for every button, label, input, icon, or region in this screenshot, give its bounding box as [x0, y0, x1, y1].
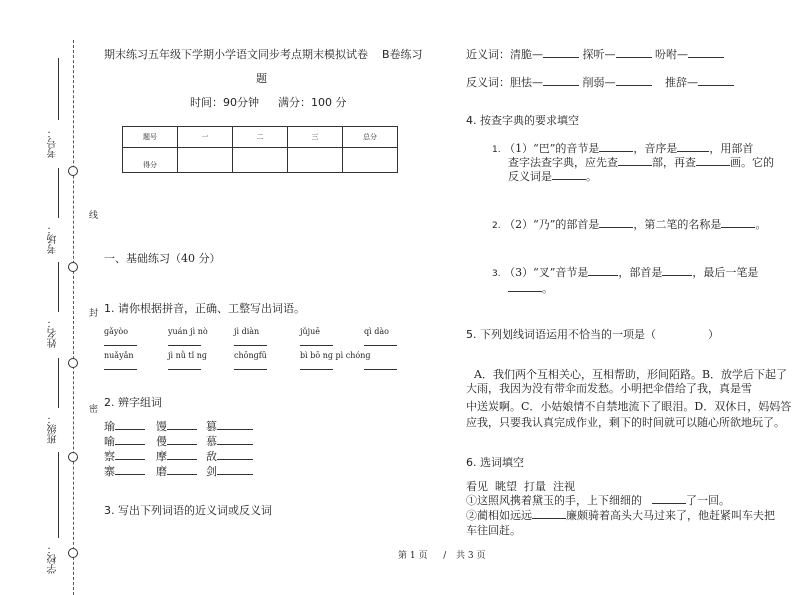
label-xingming: 姓名：	[48, 318, 59, 348]
score-table	[122, 126, 398, 173]
q5-options-line3: 中送炭啊。C．小姑娘情不自禁地流下了眼泪。D．双休日，妈妈答	[466, 400, 792, 413]
q2-number: 2.	[104, 396, 115, 409]
answer-blank[interactable]	[234, 369, 267, 370]
q4-item3-line2: 。	[508, 280, 553, 296]
score-table-header: 三	[288, 127, 343, 148]
answer-blank[interactable]	[652, 503, 686, 504]
score-value: 100	[311, 96, 332, 109]
q3-number: 3.	[104, 504, 115, 517]
answer-blank[interactable]	[599, 151, 633, 152]
binding-char-mi: 密	[87, 404, 97, 413]
label-banji: 班级：	[48, 414, 59, 444]
answer-blank[interactable]	[508, 291, 542, 292]
q4-text: 按查字典的要求填空	[480, 114, 579, 127]
q5-options-line4: 应我，只要我认真完成作业，剩下的时间就可以随心所欲地玩了。	[466, 416, 785, 429]
char-item: 察	[104, 448, 145, 464]
answer-blank[interactable]	[104, 369, 137, 370]
q2-text: 辨字组词	[118, 396, 162, 409]
page-number: 第 1 页	[398, 551, 428, 561]
answer-blank[interactable]	[599, 227, 633, 228]
score-table-header: 二	[233, 127, 288, 148]
score-table-header: 总分	[343, 127, 398, 148]
kaohao-line	[58, 58, 59, 120]
q2-heading	[104, 394, 162, 410]
char-item: 瑜	[104, 418, 145, 434]
q4-item1-line1: 1. （1）“巴”的音节是 ，音序是 ，用部首	[492, 142, 754, 155]
pinyin: yuán jì nò	[168, 327, 208, 336]
q5-text: 下列划线词语运用不恰当的一项是（	[480, 328, 656, 341]
score-cell[interactable]	[288, 148, 343, 173]
answer-blank[interactable]	[616, 85, 652, 86]
page-footer	[398, 548, 485, 561]
answer-blank[interactable]	[588, 275, 618, 276]
char-item: 馒	[156, 418, 197, 434]
q6-sentence1: ①这照风携着黛玉的手，上下细细的 了一回。	[466, 494, 730, 507]
q3-heading	[104, 502, 272, 518]
answer-blank[interactable]	[168, 369, 201, 370]
q4-item1-line2: 查字法查字典，应先查 部，再查 画。它的	[508, 156, 774, 169]
q6-sentence2-cont: 车往回赶。	[466, 524, 521, 537]
q3-text: 写出下列词语的近义词或反义词	[118, 504, 272, 517]
q6-sentence2: ②蔺相如远远 廉颇骑着高头大马过来了，他赶紧叫车夫把	[466, 509, 775, 522]
page-sep: /	[443, 551, 447, 561]
pinyin: jì nǜ tǐ nɡ	[168, 351, 208, 360]
score-table-header-row	[123, 127, 398, 148]
synonym-row: 近义词：清脆— 探听— 吩咐—	[466, 46, 724, 62]
antonym-label: 反义词：	[466, 76, 510, 89]
answer-blank[interactable]	[543, 85, 579, 86]
xingming-line	[58, 262, 59, 312]
q4-item2: 2. （2）“乃”的部首是 ，第二笔的名称是 。	[492, 218, 767, 231]
answer-blank[interactable]	[618, 165, 652, 166]
answer-blank[interactable]	[543, 57, 579, 58]
answer-blank[interactable]	[300, 345, 333, 346]
label-xuexiao: 学校：	[48, 544, 59, 574]
char-item: 僈	[156, 433, 197, 449]
q4-item3-line1: 3. （3）“叉”音节是 ，部首是 ，最后一笔是	[492, 266, 759, 279]
q4-item1-line3: 反义词是 。	[508, 170, 597, 183]
score-unit: 分	[335, 96, 347, 109]
char-item: 寨	[104, 463, 145, 479]
q5-options-line1: A．我们两个互相关心，互相帮助，形间陌路。B．放学后下起了	[474, 368, 788, 381]
score-cell[interactable]	[233, 148, 288, 173]
pinyin: chōnɡfū	[234, 351, 267, 360]
q6-number: 6.	[466, 456, 477, 469]
score-table-row-label: 得分	[123, 148, 178, 173]
banji-line	[58, 358, 59, 408]
answer-blank[interactable]	[364, 345, 397, 346]
binding-dashed-line	[73, 40, 74, 595]
char-item: 摩	[156, 448, 197, 464]
exam-title: 期末练习五年级下学期小学语文同步考点期末模拟试卷	[104, 48, 368, 61]
time-value: 90	[223, 96, 237, 109]
answer-blank[interactable]	[677, 151, 709, 152]
binding-char-feng: 封	[87, 308, 97, 317]
q5-options-line2: 大雨，我因为没有带伞而发愁。小明把伞借给了我，真是雪	[466, 382, 752, 395]
char-item: 慕	[206, 433, 253, 449]
score-cell[interactable]	[178, 148, 233, 173]
answer-blank[interactable]	[104, 345, 137, 346]
binding-circle	[68, 452, 78, 462]
answer-blank[interactable]	[616, 57, 652, 58]
answer-blank[interactable]	[364, 369, 397, 370]
pinyin: nuǎyǎn	[104, 351, 134, 360]
binding-char-xian: 线	[87, 210, 97, 219]
section-title: 一、基础练习（40 分）	[104, 252, 221, 265]
answer-blank[interactable]	[300, 369, 333, 370]
q6-word-bank: 看见 眺望 打量 注视	[466, 480, 575, 493]
pinyin: jì diàn	[234, 327, 260, 336]
pinyin: ɡǎyòo	[104, 327, 129, 336]
label-kaohao: 考号：	[48, 128, 59, 158]
char-item: 磨	[156, 463, 197, 479]
answer-blank[interactable]	[552, 179, 586, 180]
binding-circle	[68, 548, 78, 558]
answer-blank[interactable]	[698, 85, 734, 86]
score-label: 满分：	[278, 96, 311, 109]
char-item: 敌	[206, 448, 253, 464]
answer-blank[interactable]	[234, 345, 267, 346]
q1-number: 1.	[104, 302, 115, 315]
page-total: 共 3 页	[456, 551, 486, 561]
exam-title-tag: B卷练习	[382, 48, 423, 61]
antonym-row: 反义词：胆怯— 削弱— 推辞—	[466, 74, 734, 90]
char-item: 篡	[206, 418, 253, 434]
time-info	[190, 94, 347, 110]
char-item: 剑	[206, 463, 253, 479]
pinyin: bì bō nɡ pì chónɡ	[300, 351, 371, 360]
score-table-header: 题号	[123, 127, 178, 148]
q5-number: 5.	[466, 328, 477, 341]
q1-heading	[104, 300, 305, 316]
time-label: 时间：	[190, 96, 223, 109]
q4-heading	[466, 112, 579, 128]
char-item: 喻	[104, 433, 145, 449]
time-unit: 分钟	[237, 96, 259, 109]
score-table-row	[123, 148, 398, 173]
score-cell[interactable]	[343, 148, 398, 173]
answer-blank[interactable]	[532, 518, 566, 519]
score-table-header: 一	[178, 127, 233, 148]
xuexiao-line	[58, 452, 59, 538]
binding-circle	[68, 262, 78, 272]
synonym-label: 近义词：	[466, 48, 510, 61]
q4-number: 4.	[466, 114, 477, 127]
answer-blank[interactable]	[168, 345, 201, 346]
answer-blank[interactable]	[688, 57, 724, 58]
binding-circle	[68, 358, 78, 368]
pinyin: jǔjuē	[300, 327, 320, 336]
exam-title-cont: 题	[256, 72, 267, 85]
q5-heading: 5. 下列划线词语运用不恰当的一项是（ ）	[466, 328, 719, 341]
binding-circle	[68, 166, 78, 176]
answer-blank[interactable]	[721, 227, 755, 228]
kaochang-line	[58, 168, 59, 218]
q6-heading	[466, 454, 524, 470]
answer-blank[interactable]	[662, 275, 692, 276]
pinyin: qì dào	[364, 327, 389, 336]
q6-text: 选词填空	[480, 456, 524, 469]
label-kaochang: 考场：	[48, 224, 59, 254]
answer-blank[interactable]	[696, 165, 730, 166]
q1-text: 请你根据拼音，正确、工整写出词语。	[118, 302, 305, 315]
